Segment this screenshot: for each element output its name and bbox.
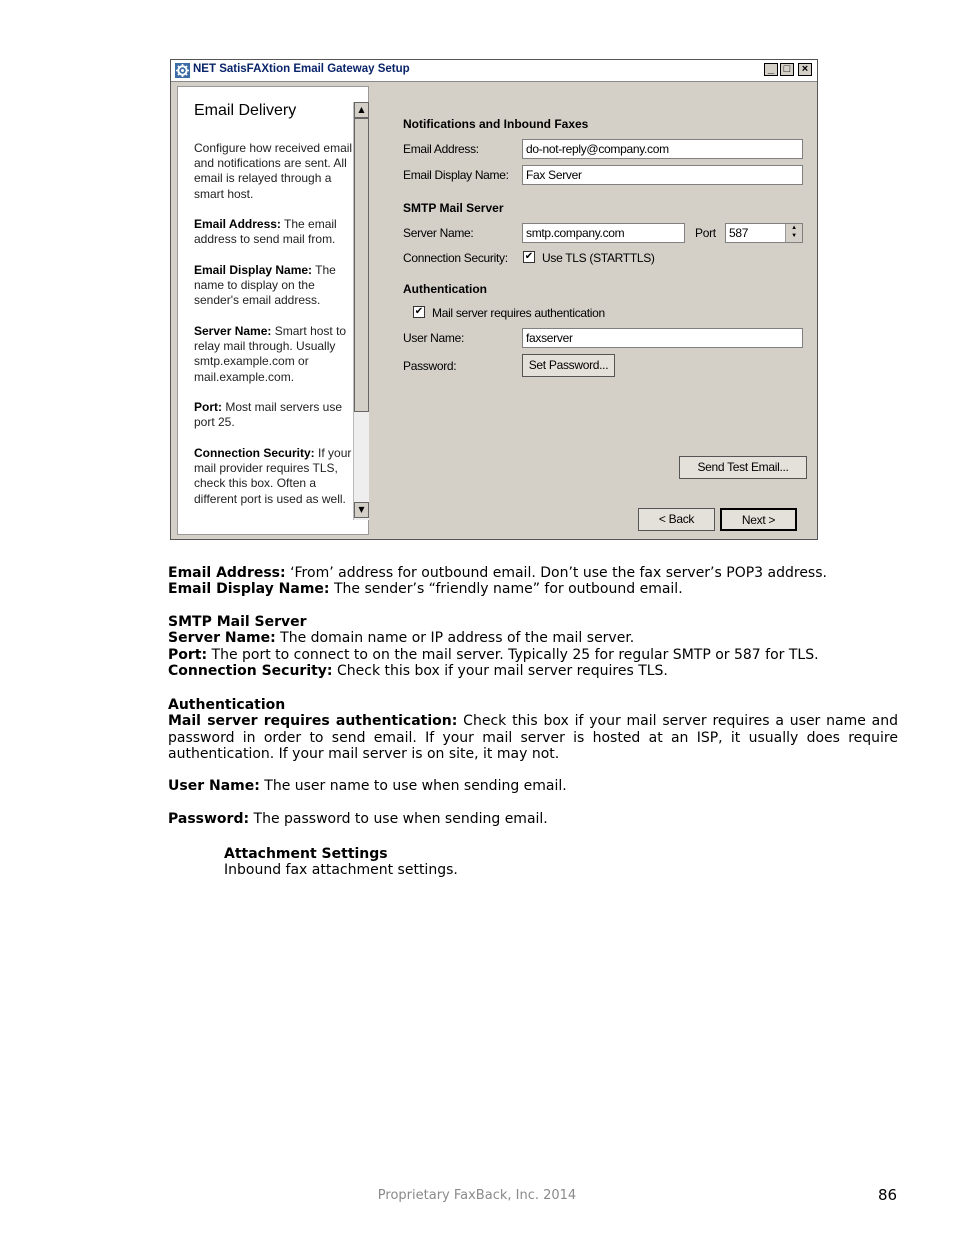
scroll-up-arrow-icon[interactable]: ▲: [354, 102, 369, 118]
description: Check this box if your mail server requires TLS.: [332, 662, 668, 679]
email-address-field[interactable]: do-not-reply@company.com: [522, 139, 803, 159]
help-item-server-name: [194, 324, 354, 385]
help-term: Port:: [194, 400, 222, 414]
field-descriptions: [168, 565, 898, 598]
section-heading: SMTP Mail Server: [168, 614, 307, 630]
help-term: Server Name:: [194, 324, 272, 338]
setup-dialog-screenshot: [170, 59, 818, 540]
display-name-label: Email Display Name:: [403, 168, 509, 182]
description: The password to use when sending email.: [249, 811, 548, 827]
help-item-display-name: [194, 263, 354, 309]
term: Port:: [168, 646, 208, 663]
help-intro: Configure how received email and notifications are sent. All email is relayed through a smart host.: [194, 141, 353, 201]
section-heading: Attachment Settings: [224, 846, 388, 862]
server-name-field[interactable]: smtp.company.com: [522, 223, 685, 243]
auth-description: [168, 713, 898, 762]
help-item-email-address: [194, 217, 354, 247]
display-name-field[interactable]: Fax Server: [522, 165, 803, 185]
help-text: If your mail provider requires TLS, check this box. Often a different port is used as well.: [194, 446, 352, 506]
help-term: Email Address:: [194, 217, 281, 231]
window-title: NET SatisFAXtion Email Gateway Setup: [193, 63, 410, 75]
password-label: Password:: [403, 359, 457, 373]
term: Email Display Name:: [168, 581, 330, 598]
use-tls-checkbox[interactable]: [523, 251, 535, 263]
description: The port to connect to on the mail server. Typically 25 for regular SMTP or 587 for TLS.: [207, 646, 819, 663]
scrollbar-thumb[interactable]: [354, 118, 369, 412]
user-name-description: [168, 778, 898, 794]
back-button[interactable]: < Back: [638, 508, 715, 531]
email-address-description: [168, 565, 898, 581]
minimize-button[interactable]: _: [764, 63, 778, 76]
help-item-port: [194, 400, 354, 430]
term: User Name:: [168, 778, 260, 794]
description: The domain name or IP address of the mail server.: [275, 630, 635, 647]
attachment-settings: [224, 846, 824, 879]
attachment-description: Inbound fax attachment settings.: [224, 862, 458, 879]
maximize-button[interactable]: □: [780, 63, 794, 76]
title-bar: [171, 60, 817, 82]
description: ‘From’ address for outbound email. Don’t use the fax server’s POP3 address.: [285, 565, 827, 581]
section-heading: Authentication: [168, 697, 286, 713]
page-number: 86: [878, 1186, 898, 1204]
checkmark-icon: ✔: [524, 251, 534, 262]
requires-auth-label: Mail server requires authentication: [432, 306, 605, 320]
display-name-description: [168, 581, 898, 597]
smtp-heading: SMTP Mail Server: [403, 201, 504, 215]
set-password-button[interactable]: Set Password...: [522, 354, 615, 377]
term: Email Address:: [168, 565, 286, 581]
authentication-section: [168, 697, 898, 762]
authentication-heading: Authentication: [403, 282, 487, 296]
requires-auth-checkbox[interactable]: [413, 306, 425, 318]
scroll-down-arrow-icon[interactable]: ▼: [354, 502, 369, 518]
user-name-label: User Name:: [403, 331, 465, 345]
send-test-email-button[interactable]: Send Test Email...: [679, 456, 807, 479]
help-text: Most mail servers use port 25.: [194, 400, 343, 430]
description: Check this box if your mail server requires a user name and password in order to send email. If your mail server is hosted at an ISP, it usually does require authentication. If your mail server is on site, it may not.: [168, 713, 899, 762]
help-text: The name to display on the sender's email address.: [194, 263, 336, 308]
checkmark-icon: ✔: [414, 306, 424, 317]
server-name-description: [168, 630, 898, 646]
help-heading: Email Delivery: [194, 102, 297, 119]
connection-security-description: [168, 663, 898, 679]
help-item-connection-security: [194, 446, 354, 507]
email-address-label: Email Address:: [403, 142, 479, 156]
password-description: [168, 811, 898, 827]
term: Server Name:: [168, 630, 276, 647]
gear-icon: [175, 63, 190, 78]
server-name-label: Server Name:: [403, 226, 474, 240]
description: The user name to use when sending email.: [259, 778, 567, 794]
smtp-section: [168, 614, 898, 679]
connection-security-label: Connection Security:: [403, 251, 508, 265]
port-value: 587: [729, 226, 749, 240]
close-button[interactable]: ×: [798, 63, 812, 76]
notifications-heading: Notifications and Inbound Faxes: [403, 117, 589, 131]
next-button[interactable]: Next >: [720, 508, 797, 531]
help-term: Connection Security:: [194, 446, 315, 460]
description: The sender’s “friendly name” for outbound email.: [329, 581, 683, 598]
footer-text: Proprietary FaxBack, Inc. 2014: [377, 1188, 577, 1203]
port-label: Port: [695, 226, 716, 240]
term: Mail server requires authentication:: [168, 713, 458, 730]
help-term: Email Display Name:: [194, 263, 313, 277]
use-tls-label: Use TLS (STARTTLS): [542, 251, 655, 265]
help-text: The email address to send mail from.: [194, 217, 337, 247]
help-scrollbar[interactable]: [353, 102, 369, 520]
spin-arrows-icon[interactable]: ▲ ▼: [785, 224, 802, 242]
term: Password:: [168, 811, 250, 827]
help-panel: [177, 86, 369, 535]
port-description: [168, 647, 898, 663]
help-text: Smart host to relay mail through. Usually smtp.example.com or mail.example.com.: [194, 324, 347, 384]
port-stepper[interactable]: [725, 223, 803, 243]
term: Connection Security:: [168, 662, 333, 679]
user-name-field[interactable]: faxserver: [522, 328, 803, 348]
